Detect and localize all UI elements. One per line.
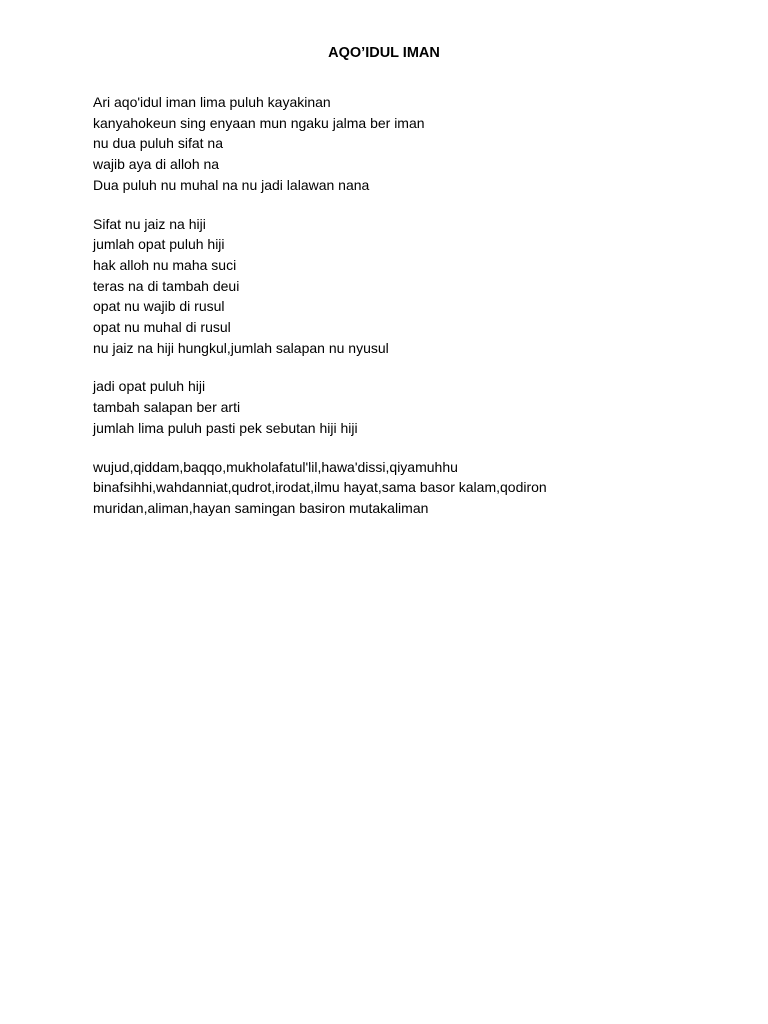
stanza-line: jumlah opat puluh hiji: [93, 236, 225, 253]
stanza-line: tambah salapan ber arti: [93, 399, 241, 416]
stanza-line: binafsihhi,wahdanniat,qudrot,irodat,ilmu hayat,sama basor kalam,qodiron: [93, 479, 547, 496]
stanza-line: wujud,qiddam,baqqo,mukholafatul'lil,hawa'dissi,qiyamuhhu: [93, 458, 458, 475]
stanza-line: nu jaiz na hiji hungkul,jumlah salapan nu nyusul: [93, 339, 389, 356]
stanza-line: nu dua puluh sifat na: [93, 135, 223, 152]
stanza-line: wajib aya di alloh na: [93, 156, 220, 173]
document-body: [93, 92, 733, 537]
stanza-line: hak alloh nu maha suci: [93, 256, 237, 273]
stanza-line: opat nu wajib di rusul: [93, 298, 225, 315]
stanza-1: [93, 92, 733, 196]
document-title: AQO’IDUL IMAN: [328, 45, 440, 61]
stanza-2: [93, 214, 733, 359]
stanza-line: jadi opat puluh hiji: [93, 378, 206, 395]
stanza-4: [93, 457, 733, 519]
stanza-line: Ari aqo'idul iman lima puluh kayakinan: [93, 94, 331, 110]
stanza-line: opat nu muhal di rusul: [93, 319, 231, 336]
stanza-line: Dua puluh nu muhal na nu jadi lalawan nana: [93, 176, 370, 193]
stanza-line: jumlah lima puluh pasti pek sebutan hiji hiji: [93, 419, 358, 436]
stanza-line: muridan,aliman,hayan samingan basiron mutakaliman: [93, 499, 429, 516]
stanza-line: Sifat nu jaiz na hiji: [93, 215, 206, 232]
stanza-line: teras na di tambah deui: [93, 277, 240, 294]
stanza-3: [93, 376, 733, 438]
stanza-line: kanyahokeun sing enyaan mun ngaku jalma ber iman: [93, 114, 425, 131]
